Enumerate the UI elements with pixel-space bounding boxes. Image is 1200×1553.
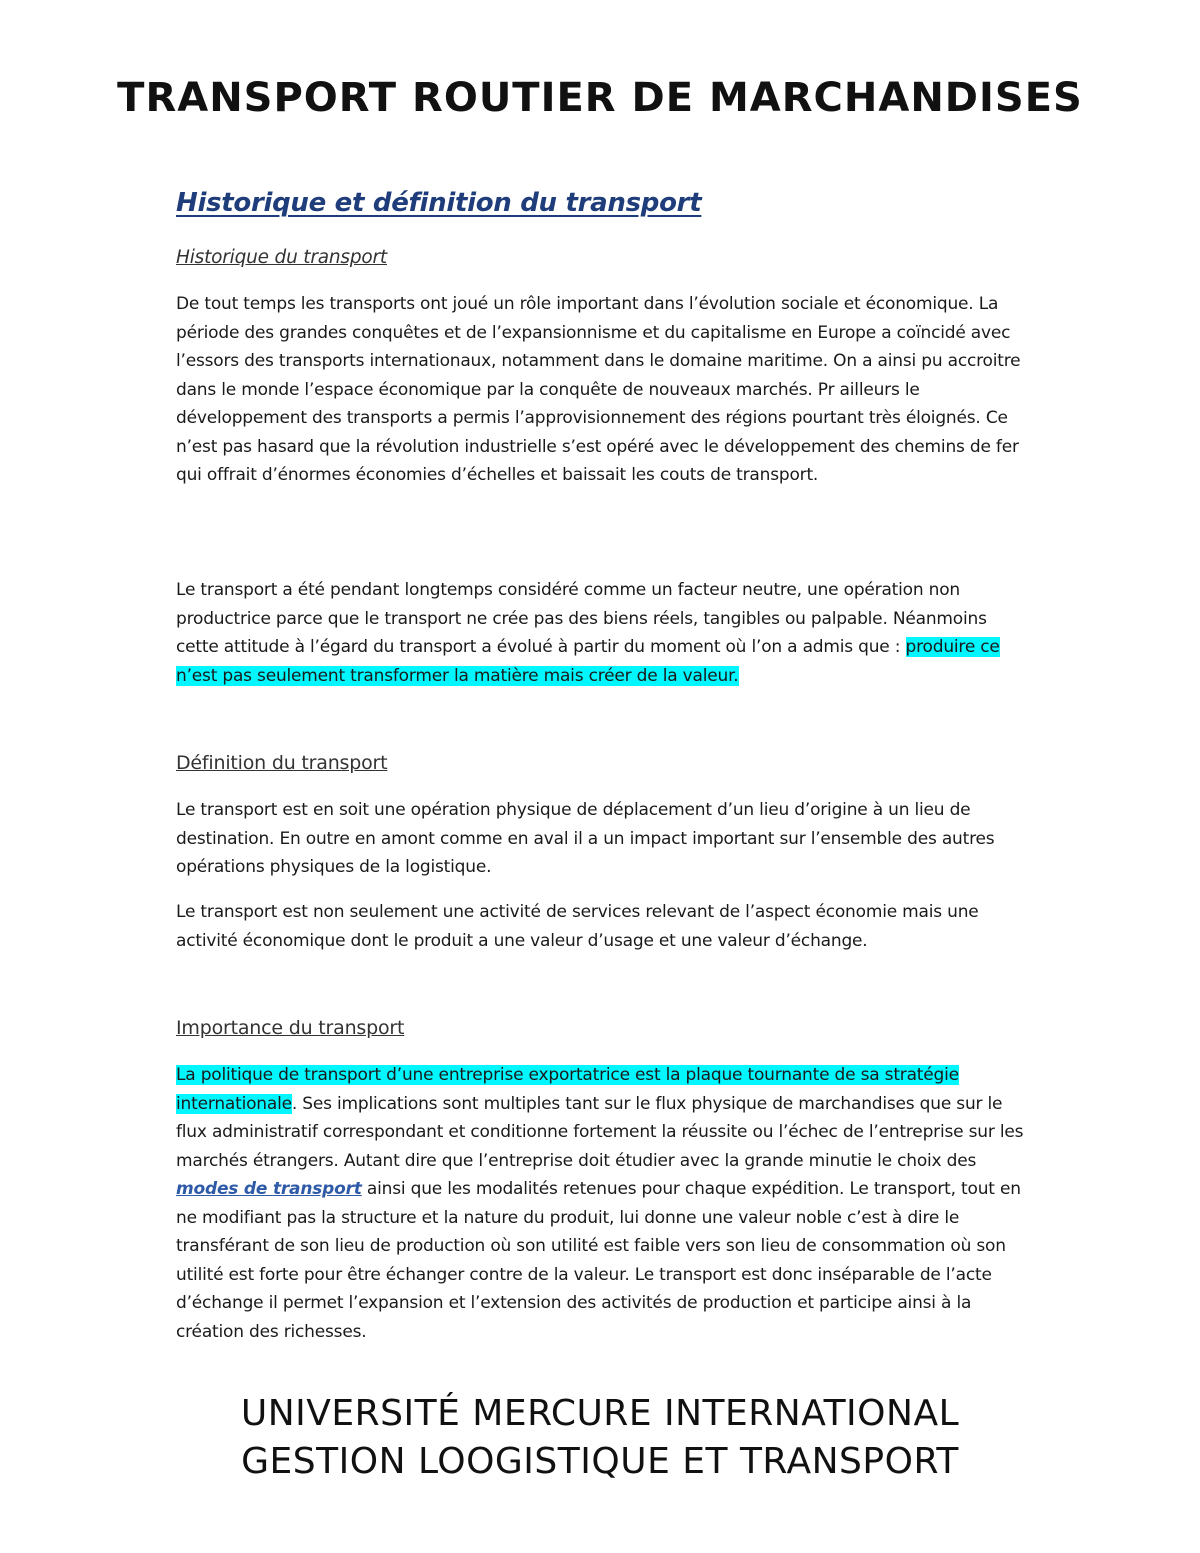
importance-paragraph	[176, 1061, 1026, 1346]
footer-university: UNIVERSITÉ MERCURE INTERNATIONAL	[240, 1393, 960, 1434]
historique-highlight: produire ce n’est pas seulement transformer la matière mais créer de la valeur.	[176, 637, 1000, 686]
definition-heading-block	[176, 749, 1026, 778]
importance-highlight: La politique de transport d’une entreprise exportatrice est la plaque tournante de sa stratégie internationale	[176, 1065, 959, 1114]
historique-paragraph-1-block	[176, 290, 1026, 490]
historique-heading: Historique du transport	[176, 247, 387, 268]
definition-paragraph-1: Le transport est en soit une opération physique de déplacement d’un lieu d’origine à un lieu de destination. En outre en amont comme en aval il a un impact important sur l’ensemble des autres opérations physiques de la logistique.	[176, 800, 995, 877]
importance-heading: Importance du transport	[176, 1017, 405, 1039]
importance-paragraph-block	[176, 1061, 1026, 1346]
historique-paragraph-2-text: Le transport a été pendant longtemps considéré comme un facteur neutre, une opération non productrice parce que le transport ne crée pas des biens réels, tangibles ou palpable. Néanmoins cette attitude à l’égard du transport a évolué à partir du moment où l’on a admis que :	[176, 580, 987, 657]
section-title: Historique et définition du transport	[176, 188, 702, 218]
footer-program: GESTION LOOGISTIQUE ET TRANSPORT	[241, 1441, 959, 1482]
historique-paragraph-1: De tout temps les transports ont joué un rôle important dans l’évolution sociale et économique. La période des grandes conquêtes et de l’expansionnisme et du capitalisme en Europe a coïncidé avec l’essors des transports internationaux, notamment dans le domaine maritime. On a ainsi pu accroitre dans le monde l’espace économique par la conquête de nouveaux marchés. Pr ailleurs le développement des transports a permis l’approvisionnement des régions pourtant très éloignés. Ce n’est pas hasard que la révolution industrielle s’est opéré avec le développement des chemins de fer qui offrait d’énormes économies d’échelles et baissait les couts de transport.	[176, 294, 1021, 485]
definition-paragraph-1-block	[176, 796, 1026, 882]
importance-text-before-link: . Ses implications sont multiples tant sur le flux physique de marchandises que sur le flux administratif correspondant et conditionne fortement la réussite ou l’échec de l’entreprise sur les marchés étrangers. Autant dire que l’entreprise doit étudier avec la grande minutie le choix des	[176, 1093, 1024, 1171]
definition-paragraph-2-block	[176, 898, 1026, 955]
footer-block	[100, 1390, 1100, 1486]
definition-paragraph-2: Le transport est non seulement une activité de services relevant de l’aspect économie mais une activité économique dont le produit a une valeur d’usage et une valeur d’échange.	[176, 902, 979, 951]
historique-section	[176, 244, 1026, 273]
document-title: TRANSPORT ROUTIER DE MARCHANDISES	[117, 75, 1083, 121]
definition-heading: Définition du transport	[176, 752, 388, 774]
importance-heading-block	[176, 1014, 1026, 1043]
historique-paragraph-2-block	[176, 576, 1026, 690]
modes-de-transport-link[interactable]: modes de transport	[176, 1179, 362, 1199]
importance-text-after-link: ainsi que les modalités retenues pour chaque expédition. Le transport, tout en ne modifiant pas la structure et la nature du produit, lui donne une valeur noble c’est à dire le transférant de son lieu de production où son utilité est faible vers son lieu de consommation où son utilité est forte pour être échanger contre de la valeur. Le transport est donc inséparable de l’acte d’échange il permet l’expansion et l’extension des activités de production et participe ainsi à la création des richesses.	[176, 1179, 1021, 1342]
historique-paragraph-2	[176, 576, 1026, 690]
